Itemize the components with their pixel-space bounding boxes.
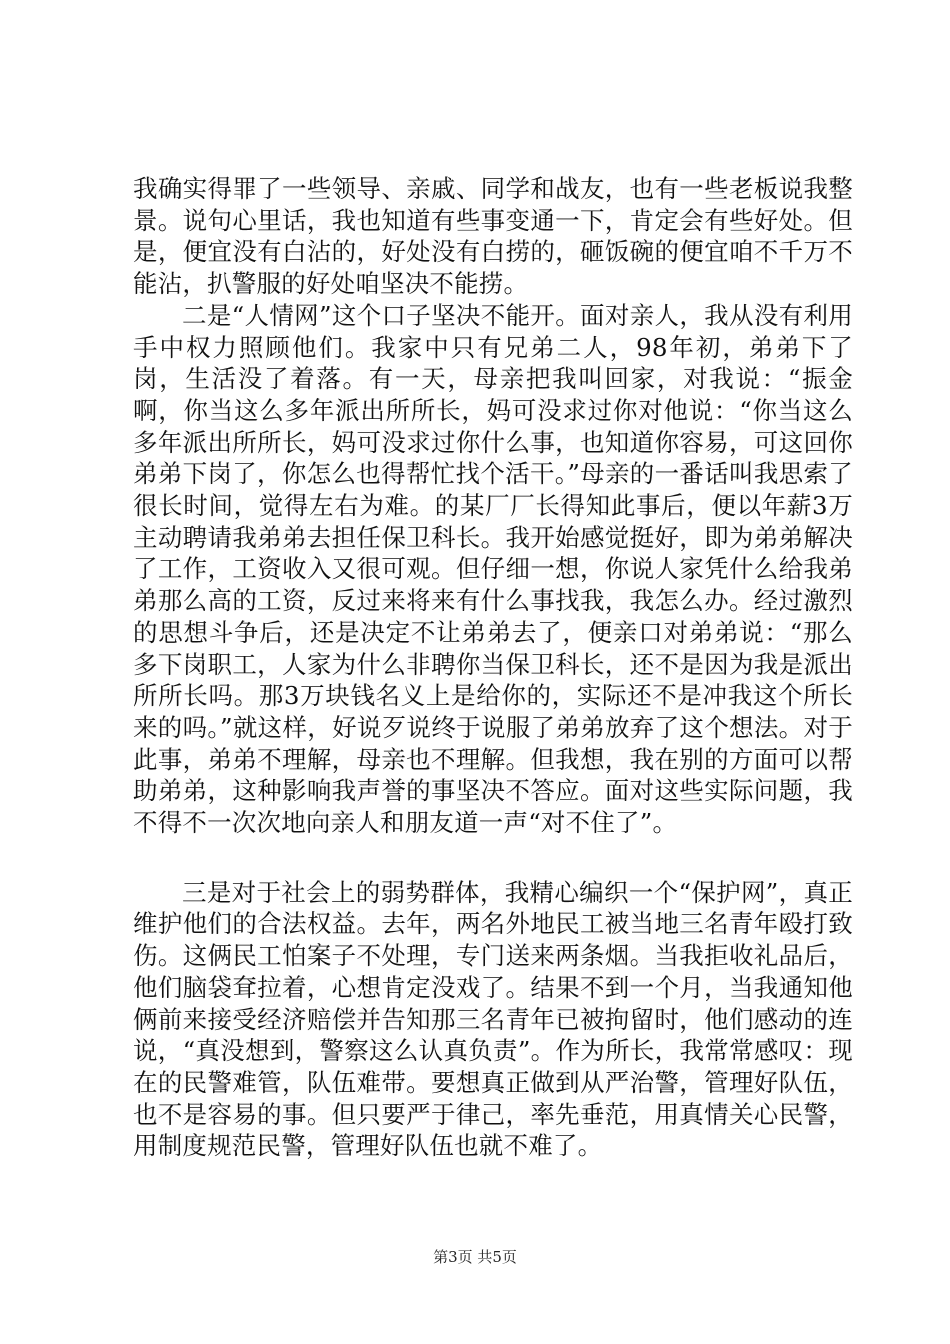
document-body bbox=[133, 173, 853, 1162]
paragraph-2: 二是“人情网”这个口子坚决不能开。面对亲人，我从没有利用手中权力照顾他们。我家中只有兄弟二人，98年初，弟弟下了岗，生活没了着落。有一天，母亲把我叫回家，对我说：“振金啊，你当这么多年派出所所长，妈可没求过你对他说：“你当这么多年派出所所长，妈可没求过你什么事，也知道你容易，可这回你弟弟下岗了，你怎么也得帮忙找个活干。”母亲的一番话叫我思索了很长时间，觉得左右为难。的某厂厂长得知此事后，便以年薪3万主动聘请我弟弟去担任保卫科长。我开始感觉挺好，即为弟弟解决了工作，工资收入又很可观。但仔细一想，你说人家凭什么给我弟弟那么高的工资，反过来将来有什么事找我，我怎么办。经过激烈的思想斗争后，还是决定不让弟弟去了，便亲口对弟弟说：“那么多下岗职工，人家为什么非聘你当保卫科长，还不是因为我是派出所所长吗。那3万块钱名义上是给你的，实际还不是冲我这个所长来的吗。”就这样，好说歹说终于说服了弟弟放弃了这个想法。对于此事，弟弟不理解，母亲也不理解。但我想，我在别的方面可以帮助弟弟，这种影响我声誉的事坚决不答应。面对这些实际问题，我不得不一次次地向亲人和朋友道一声“对不住了”。 bbox=[133, 300, 853, 838]
paragraph-gap bbox=[133, 839, 853, 877]
paragraph-1: 我确实得罪了一些领导、亲戚、同学和战友，也有一些老板说我整景。说句心里话，我也知道有些事变通一下，肯定会有些好处。但是，便宜没有白沾的，好处没有白捞的，砸饭碗的便宜咱不千万不能沾，扒警服的好处咱坚决不能捞。 bbox=[133, 174, 853, 299]
paragraph-3: 三是对于社会上的弱势群体，我精心编织一个“保护网”，真正维护他们的合法权益。去年，两名外地民工被当地三名青年殴打致伤。这俩民工怕案子不处理，专门送来两条烟。当我拒收礼品后，他们脑袋耷拉着，心想肯定没戏了。结果不到一个月，当我通知他俩前来接受经济赔偿并告知那三名青年已被拘留时，他们感动的连说，“真没想到，警察这么认真负责”。作为所长，我常常感叹：现在的民警难管，队伍难带。要想真正做到从严治警，管理好队伍，也不是容易的事。但只要严于律己，率先垂范，用真情关心民警，用制度规范民警，管理好队伍也就不难了。 bbox=[133, 877, 853, 1161]
page-footer: 第3页 共5页 bbox=[433, 1248, 517, 1266]
